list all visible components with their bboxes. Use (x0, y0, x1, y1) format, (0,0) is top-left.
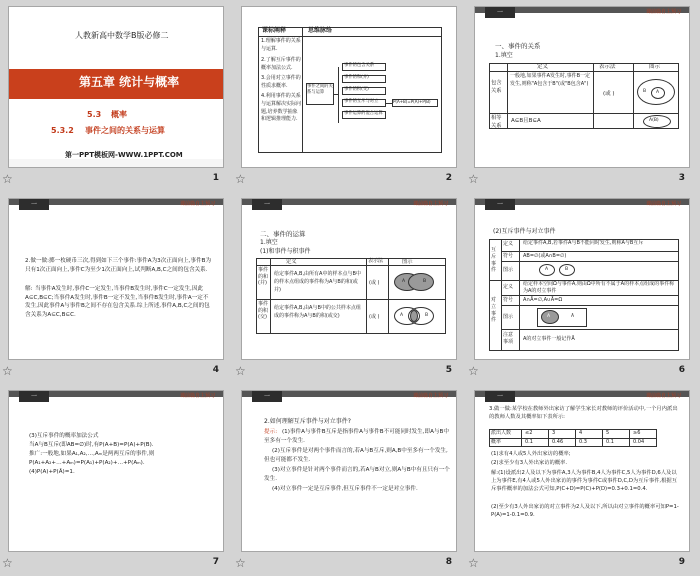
objectives-header: 课标阐释 (262, 27, 287, 34)
table-header: 3 (552, 430, 556, 436)
section-tag: 一 (19, 391, 49, 402)
slide-thumb-1[interactable] (0, 0, 231, 192)
slide-number: 3 (678, 173, 685, 183)
formula-line-3: 推广:一般地,如果A₁,A₂,…,Aₘ是两两互斥的事件,则 (29, 451, 155, 457)
bottom-strip (9, 159, 224, 168)
section-logo: 课前篇自主预习 (412, 393, 448, 399)
hint-label: 提示: (264, 429, 278, 435)
template-footer: 第一PPT模板网-WWW.1PPT.COM (65, 151, 183, 159)
row-label-complement: 对立事件 (491, 297, 497, 324)
inclusion-notation: (或 ) (603, 91, 615, 97)
col-notation: 表示法 (368, 258, 384, 264)
complement-definition: 给定样本空间Ω与事件A,则由Ω中所有不属于A的样本点组成的事件称为A的对立事件 (523, 281, 675, 294)
exercise-question: 3.做一做:某学校在教师外出家访了解学生家长对教师的评价活动中,一个月内派出的教师人数及其概率如下表所示: (489, 406, 678, 421)
subsection-name: 事件之间的关系与运算 (85, 126, 165, 135)
section-tag: 一 (252, 391, 282, 402)
slide-1[interactable] (8, 6, 224, 168)
section-logo: 课前篇自主预习 (645, 201, 681, 207)
row-label-exclusive: 互斥事件 (491, 247, 497, 274)
exercise-question: 2.做一做:掷一枚硬币三次,得到如下三个事件:事件A为3次正面向上,事件B为只有1次正面向上,事件C为至少1次正面向上,试判断A,B,C之间的包含关系. (25, 258, 212, 273)
star-icon[interactable]: ☆ (235, 172, 246, 186)
complement-symbol: A∩Ā=∅,A∪Ā=Ω (523, 297, 563, 303)
chapter-title: 第五章 统计与概率 (79, 75, 180, 89)
objective-4: 4.利用事件的关系与运算解决实际问题,培养数学抽象和逻辑推理能力. (261, 93, 302, 123)
slide-number: 2 (445, 173, 452, 183)
section-logo: 课前篇自主预习 (412, 201, 448, 207)
heading: (2)互斥事件与对立事件 (493, 228, 556, 235)
equality-definition: A⊆B且B⊆A (511, 118, 541, 124)
section-tag: 一 (485, 7, 515, 18)
section-tag: 一 (485, 199, 515, 210)
section-logo: 课前篇自主预习 (645, 393, 681, 399)
slide-thumb-3[interactable] (466, 0, 697, 192)
slide-number: 9 (678, 557, 685, 567)
answer-label: 解: (25, 286, 33, 292)
hint-paragraph-2: (2)互斥事件是对两个事件而言的,若A与B互斥,则A,B中至多有一个发生,但也可能都不发生. (264, 448, 448, 463)
table-cell: 0.04 (633, 439, 645, 445)
slide-thumb-7[interactable] (0, 384, 231, 576)
table-header: 派出人数 (491, 430, 512, 436)
slide-thumb-2[interactable] (233, 0, 464, 192)
heading: 一、事件的关系 (495, 42, 541, 50)
inclusion-definition: 一般地,如果事件A发生时,事件B一定发生,则称"A包含于B"(或"B包含A") (510, 73, 591, 87)
col-notation: 表示法 (599, 64, 616, 70)
row-label-equality: 相等关系 (491, 115, 502, 130)
intersection-definition: 给定事件A,B,由A与B中的公共样本点组成的事件称为A与B的积(或交) (274, 305, 361, 319)
subheading-1: 1.填空 (260, 239, 278, 246)
subsection-number: 5.3.2 (51, 126, 74, 135)
complement-note: A的对立事件一般记作Ā (523, 336, 575, 342)
star-icon[interactable]: ☆ (2, 556, 13, 570)
formula-line-5: (4)P(A)+P(Ā)=1. (29, 469, 75, 475)
slide-thumb-4[interactable] (0, 192, 231, 384)
table-header: ≥6 (633, 430, 641, 436)
section-logo: 课前篇自主预习 (645, 9, 681, 15)
section-logo: 课前篇自主预习 (179, 201, 215, 207)
col-diagram: 图示 (402, 259, 413, 265)
star-icon[interactable]: ☆ (235, 556, 246, 570)
subheading-2: (1)和事件与积事件 (260, 248, 311, 255)
hint-paragraph-1: (1)事件A与事件B互斥是指事件A与事件B不可能同时发生,即A与B中至多有一个发生. (264, 429, 449, 444)
solution-part-2: (2)至少有3人外出家访的对立事件为2人及以下,所以由对立事件的概率可知P=1-P(A)=1-0.1=0.9. (491, 504, 679, 519)
mindmap-node-1: 事件的包含关系 (344, 63, 375, 68)
mindmap-formula: P(A+B)=P(A)+P(B) (393, 99, 431, 104)
mindmap-node-5: 事件运算的混合运算 (344, 111, 383, 116)
slide-number: 6 (678, 365, 685, 375)
table-cell: 0.1 (525, 439, 533, 445)
slide-7[interactable] (8, 390, 224, 552)
section-name: 概率 (111, 110, 127, 119)
mindmap-node-2: 事件的和(并) (344, 75, 369, 80)
mindmap-node-4: 事件的互斥与对立 (344, 99, 379, 104)
slide-5[interactable]: 一 课前篇自主预习 二、事件的运算 1.填空 (1)和事件与积事件 定义 表示法 图示 事件的和(并) 给定事件A,B,由所有A中的样本点与B中的样本点组成的事件称为A与B的和(或并) (或 ) A B 事件的积(交) 给定事件A,B,由A与B中的公共样本点组成的事件称为A与B的积(或交) (或 ) A B (241, 198, 457, 360)
mindmap-root: 事件之间的关系与运算 (307, 84, 333, 96)
hint-paragraph-3: (3)对立事件是针对两个事件而言的,若A与B对立,则A与B中有且只有一个发生. (264, 467, 450, 482)
exclusive-definition: 给定事件A,B,若事件A与B不能同时发生,则称A与B互斥 (523, 240, 644, 246)
union-notation: (或 ) (369, 280, 380, 286)
star-icon[interactable]: ☆ (468, 364, 479, 378)
slide-number: 7 (212, 557, 219, 567)
table-cell: 0.46 (552, 439, 564, 445)
col-definition: 定义 (537, 64, 549, 70)
answer-text: 当事件A发生时,事件C一定发生,当事件B发生时,事件C一定发生,因此A⊆C,B⊆C;当事件A发生时,事件B一定不发生,当事件B发生时,事件A一定不发生,因此事件A与事件B之间不存在包含关系.综上所述,事件A,B,C之间的包含关系为A⊆C,B⊆C. (25, 286, 210, 318)
objective-2: 2.了解互斥事件的概率加法公式. (261, 57, 301, 71)
star-icon[interactable]: ☆ (235, 364, 246, 378)
heading: 二、事件的运算 (260, 230, 306, 238)
slide-8[interactable] (241, 390, 457, 552)
sub-question-2: (2)求至少有3人外出家访的概率. (491, 460, 568, 466)
section-tag: 一 (485, 391, 515, 402)
hint-paragraph-4: (4)对立事件一定是互斥事件,但互斥事件不一定是对立事件. (272, 486, 418, 492)
table-header: 4 (579, 430, 583, 436)
table-cell: 概率 (491, 439, 502, 445)
section-tag: 一 (252, 199, 282, 210)
star-icon[interactable]: ☆ (468, 556, 479, 570)
mindmap-header: 思维脉络 (308, 27, 333, 34)
slide-thumb-9[interactable] (466, 384, 697, 576)
table-header: ≤2 (525, 430, 533, 436)
table-cell: 0.3 (579, 439, 587, 445)
slide-4[interactable] (8, 198, 224, 360)
sub-question-1: (1)求有4人或5人外出家访的概率; (491, 451, 571, 457)
mindmap-node-3: 事件的积(交) (344, 87, 369, 92)
slide-number: 8 (445, 557, 452, 567)
slide-2[interactable] (241, 6, 457, 168)
row-label-intersection: 事件的积(交) (258, 301, 269, 320)
slide-6[interactable]: 一 课前篇自主预习 (2)互斥事件与对立事件 互斥事件 定义 给定事件A,B,若事件A与B不能同时发生,则称A与B互斥 符号 AB=∅(或A∩B=∅) 图示 A B 对立事件 定义 给定样本空间Ω与事件A,则由Ω中所有不属于A的样本点组成的事件称为A的对立事件 符号 A∩Ā=∅,A∪Ā=Ω 图示 A Ā 注意事项 A的对立事件一般记作Ā (474, 198, 690, 360)
slide-number: 1 (212, 173, 219, 183)
slide-number: 4 (212, 365, 219, 375)
section-logo: 课前篇自主预习 (179, 393, 215, 399)
slide-thumb-5[interactable] (233, 192, 464, 384)
row-label-inclusion: 包含关系 (491, 80, 502, 95)
row-label-union: 事件的和(并) (258, 267, 269, 286)
slide-3[interactable]: 一 课前篇自主预习 一、事件的关系 1.填空 定义 表示法 图示 包含关系 一般地,如果事件A发生时,事件B一定发生,则称"A包含于B"(或"B包含A") (或 ) B A 相等关系 A⊆B且B⊆A A(B) (474, 6, 690, 168)
col-definition: 定义 (286, 259, 297, 265)
star-icon[interactable]: ☆ (468, 172, 479, 186)
union-definition: 给定事件A,B,由所有A中的样本点与B中的样本点组成的事件称为A与B的和(或并) (274, 271, 361, 293)
slide-thumb-6[interactable] (466, 192, 697, 384)
star-icon[interactable]: ☆ (2, 172, 13, 186)
section-number: 5.3 (87, 110, 102, 119)
formula-line-2: 当A与B互斥(即AB=∅)时,有P(A+B)=P(A)+P(B). (29, 442, 154, 448)
slide-number: 5 (445, 365, 452, 375)
slide-9[interactable] (474, 390, 690, 552)
formula-line-1: (3)互斥事件的概率加法公式 (29, 433, 99, 439)
formula-line-4: P(A₁+A₂+…+Aₘ)=P(A₁)+P(A₂)+…+P(Aₘ). (29, 460, 145, 466)
book-title: 人教新高中数学B版必修二 (75, 31, 169, 40)
subheading: 1.填空 (495, 52, 513, 59)
intersection-notation: (或 ) (369, 314, 380, 320)
star-icon[interactable]: ☆ (2, 364, 13, 378)
table-header: 5 (606, 430, 610, 436)
slide-thumb-8[interactable] (233, 384, 464, 576)
question: 2.如何理解互斥事件与对立事件? (264, 418, 351, 425)
objective-1: 1.理解事件的关系与运算. (261, 38, 301, 52)
solution-part-1: 解:(1)设派出2人及以下为事件A,3人为事件B,4人为事件C,5人为事件D,6人及以上为事件E,有4人或5人外出家访的事件为事件C或事件D,C,D为互斥事件,根据互斥事件概率的加法公式可知,P(C+D)=P(C)+P(D)=0.3+0.1=0.4. (491, 470, 677, 493)
exclusive-symbol: AB=∅(或A∩B=∅) (523, 253, 567, 259)
objective-3: 3.会用对立事件的性质求概率. (261, 75, 301, 89)
col-diagram: 图示 (649, 64, 661, 70)
section-tag: 一 (19, 199, 49, 210)
table-cell: 0.1 (606, 439, 614, 445)
